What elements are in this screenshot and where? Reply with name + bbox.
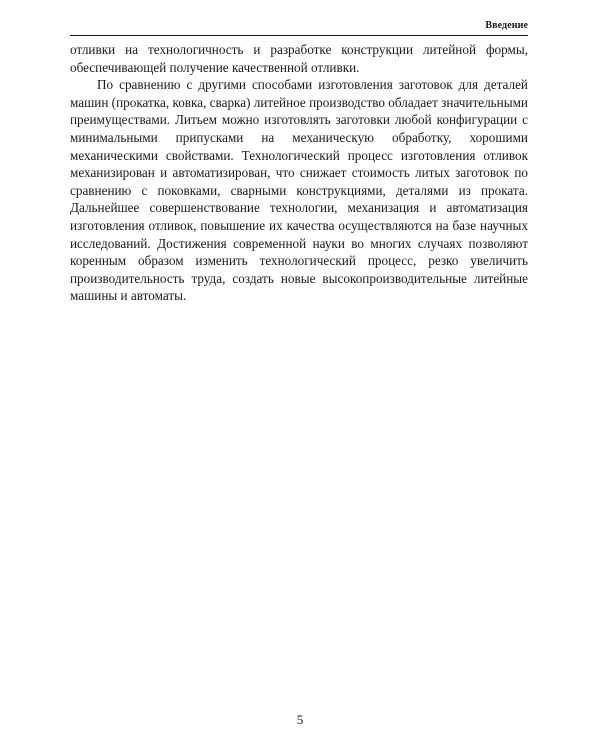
- paragraph: По сравнению с другими способами изготовления заготовок для деталей машин (прокатка, ковка, сварка) литейное производство обладает значительными преимуществами. Литьем можно изготовлять заготовки любой конфигурации с минимальными припусками на механическую обработку, хорошими механическими свойствами. Технологический процесс изготовления отливок механизирован и автоматизирован, что снижает стоимость литых заготовок по сравнению с поковками, сварными конструкциями, деталями из проката. Дальнейшее совершенствование технологии, механизация и автоматизация изготовления отливок, повышение их качества осуществляются на базе научных исследований. Достижения современной науки во многих случаях позволяют коренным образом изменить технологический процесс, резко увеличить производительность труда, создать новые высокопроизводительные литейные машины и автоматы.: [70, 77, 528, 304]
- running-header-title: Введение: [485, 20, 528, 31]
- paragraph-continuation: отливки на технологичность и разработке конструкции литейной формы, обеспечивающей получение качественной отливки.: [70, 42, 528, 75]
- body-text: [70, 41, 528, 305]
- header-divider: [70, 35, 528, 36]
- page-number: 5: [296, 712, 304, 727]
